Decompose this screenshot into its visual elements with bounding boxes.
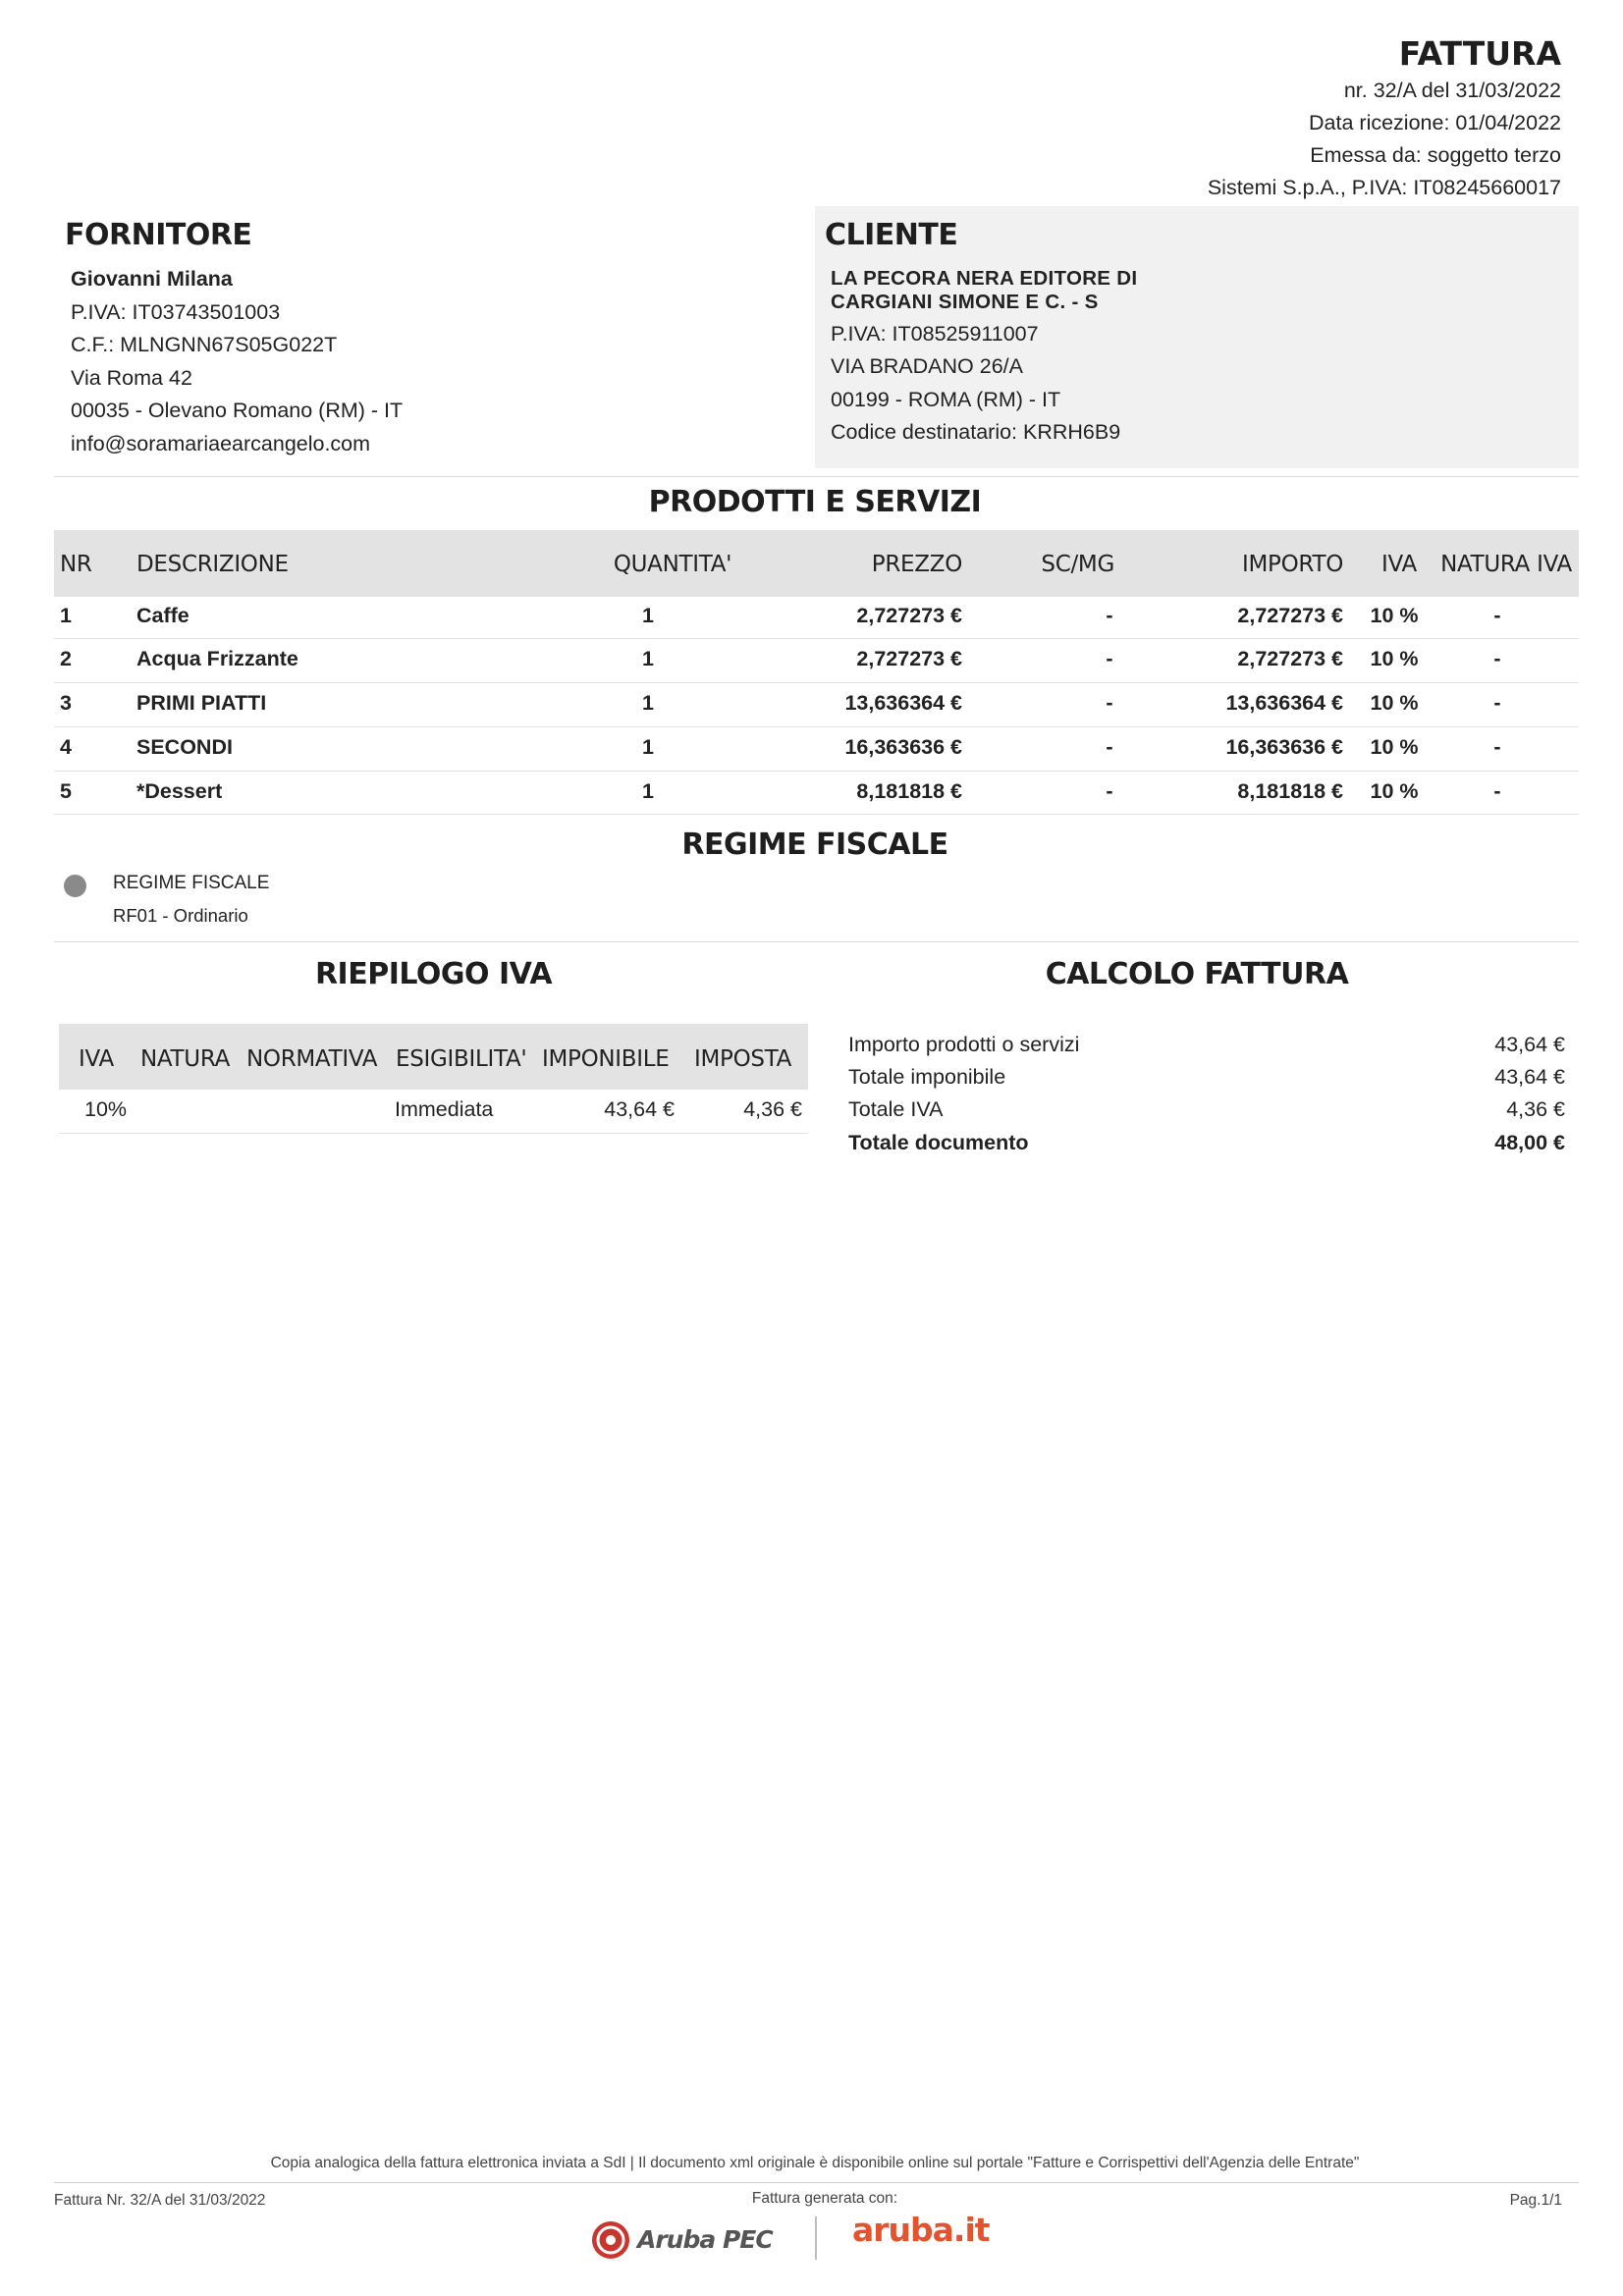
table-cell-discount: - [1106, 604, 1113, 627]
total-document-value: 48,00 € [1494, 1131, 1565, 1154]
row-divider [59, 1133, 808, 1134]
table-cell-nr: 1 [60, 604, 72, 627]
table-cell-vat-nature: - [1493, 691, 1501, 715]
table-cell-discount: - [1106, 779, 1113, 803]
table-cell-discount: - [1106, 647, 1113, 670]
col-discount: SC/MG [1041, 552, 1114, 577]
logo-separator [815, 2216, 817, 2260]
supplier-name: Giovanni Milana [71, 267, 233, 291]
table-cell-vat: 10 % [1370, 779, 1419, 803]
received-date: Data ricezione: 01/04/2022 [1309, 111, 1561, 134]
footer-divider [54, 2182, 1579, 2183]
table-cell-price: 16,363636 € [844, 735, 962, 759]
table-cell-vat: 10 % [1370, 604, 1419, 627]
totals-heading: CALCOLO FATTURA [1045, 957, 1349, 991]
client-heading: CLIENTE [825, 218, 958, 252]
table-cell-quantity: 1 [642, 691, 654, 715]
table-cell-amount: 13,636364 € [1225, 691, 1343, 715]
table-cell-nr: 2 [60, 647, 72, 670]
table-cell-vat: 10 % [1370, 735, 1419, 759]
col-amount: IMPORTO [1242, 552, 1343, 577]
col-normativa: NORMATIVA [246, 1046, 378, 1072]
vat-summary-heading: RIEPILOGO IVA [314, 957, 553, 991]
table-cell-price: 2,727273 € [856, 604, 962, 627]
supplier-street: Via Roma 42 [71, 366, 192, 390]
totals-label: Importo prodotti o servizi [848, 1033, 1080, 1056]
table-cell-description: Caffe [136, 604, 189, 627]
client-name-line2: CARGIANI SIMONE E C. - S [831, 291, 1099, 313]
divider [54, 476, 1579, 477]
col-natura: NATURA [140, 1046, 231, 1072]
table-cell-description: SECONDI [136, 735, 233, 759]
table-cell-discount: - [1106, 735, 1113, 759]
col-quantity: QUANTITA' [613, 552, 732, 577]
row-divider [54, 814, 1579, 815]
issued-by: Emessa da: soggetto terzo [1310, 143, 1561, 167]
col-esigibilita: ESIGIBILITA' [396, 1046, 527, 1072]
regime-heading: REGIME FISCALE [681, 828, 948, 862]
table-cell-discount: - [1106, 691, 1113, 715]
totals-value: 43,64 € [1494, 1033, 1565, 1056]
row-divider [54, 771, 1579, 772]
aruba-it-logo: aruba.it [852, 2211, 990, 2249]
footer-invoice-ref: Fattura Nr. 32/A del 31/03/2022 [54, 2192, 266, 2209]
table-cell-vat: 10 % [1370, 647, 1419, 670]
supplier-piva: P.IVA: IT03743501003 [71, 300, 281, 324]
footer-generated-with: Fattura generata con: [751, 2190, 898, 2207]
row-divider [54, 726, 1579, 727]
footer-notice: Copia analogica della fattura elettronica inviata a SdI | Il documento xml originale è disponibile online sul portale "Fatture e Corrispettivi dell'Agenzia delle Entrate" [270, 2155, 1360, 2171]
client-piva: P.IVA: IT08525911007 [831, 322, 1039, 346]
row-divider [54, 682, 1579, 683]
col-nr: NR [60, 552, 92, 577]
table-cell-nr: 3 [60, 691, 72, 715]
table-cell-amount: 2,727273 € [1237, 647, 1343, 670]
issuer: Sistemi S.p.A., P.IVA: IT08245660017 [1207, 176, 1561, 199]
table-cell-description: PRIMI PIATTI [136, 691, 267, 715]
col-imposta: IMPOSTA [694, 1046, 792, 1072]
client-city: 00199 - ROMA (RM) - IT [831, 388, 1061, 411]
row-divider [54, 638, 1579, 639]
totals-label: Totale IVA [848, 1097, 944, 1121]
table-cell-vat-nature: - [1493, 735, 1501, 759]
table-cell-vat-nature: - [1493, 604, 1501, 627]
col-description: DESCRIZIONE [136, 552, 289, 577]
table-cell-price: 2,727273 € [856, 647, 962, 670]
aruba-pec-text: Aruba PEC [637, 2225, 773, 2254]
client-name-line1: LA PECORA NERA EDITORE DI [831, 267, 1138, 290]
table-cell-nr: 5 [60, 779, 72, 803]
supplier-cf: C.F.: MLNGNN67S05G022T [71, 333, 338, 356]
regime-label: REGIME FISCALE [113, 873, 270, 893]
vat-cell-imponibile: 43,64 € [604, 1097, 675, 1121]
table-cell-description: Acqua Frizzante [136, 647, 298, 670]
vat-cell-esigibilita: Immediata [395, 1097, 494, 1121]
supplier-email: info@soramariaearcangelo.com [71, 432, 371, 455]
table-cell-description: *Dessert [136, 779, 223, 803]
col-vat: IVA [1381, 552, 1417, 577]
footer-page: Pag.1/1 [1509, 2192, 1562, 2209]
total-document-label: Totale documento [848, 1131, 1029, 1154]
products-heading: PRODOTTI E SERVIZI [648, 485, 982, 519]
col-iva: IVA [79, 1046, 114, 1072]
divider [54, 941, 1579, 942]
table-cell-amount: 16,363636 € [1225, 735, 1343, 759]
invoice-number: nr. 32/A del 31/03/2022 [1343, 79, 1561, 102]
client-code: Codice destinatario: KRRH6B9 [831, 420, 1121, 444]
bullet-icon [64, 875, 86, 897]
supplier-heading: FORNITORE [65, 218, 252, 252]
table-cell-amount: 8,181818 € [1237, 779, 1343, 803]
regime-value: RF01 - Ordinario [113, 905, 248, 926]
col-vat-nature: NATURA IVA [1440, 552, 1572, 577]
table-cell-amount: 2,727273 € [1237, 604, 1343, 627]
client-street: VIA BRADANO 26/A [831, 354, 1023, 378]
col-imponibile: IMPONIBILE [542, 1046, 670, 1072]
table-cell-quantity: 1 [642, 604, 654, 627]
table-cell-vat: 10 % [1370, 691, 1419, 715]
vat-cell-imposta: 4,36 € [743, 1097, 802, 1121]
table-cell-quantity: 1 [642, 779, 654, 803]
table-cell-nr: 4 [60, 735, 72, 759]
table-cell-quantity: 1 [642, 647, 654, 670]
table-cell-quantity: 1 [642, 735, 654, 759]
document-title: FATTURA [1398, 34, 1561, 73]
table-cell-vat-nature: - [1493, 647, 1501, 670]
totals-value: 4,36 € [1506, 1097, 1565, 1121]
col-price: PREZZO [871, 552, 962, 577]
table-cell-price: 13,636364 € [844, 691, 962, 715]
aruba-pec-seal-icon [590, 2219, 631, 2261]
vat-cell-iva: 10% [84, 1097, 128, 1121]
supplier-city: 00035 - Olevano Romano (RM) - IT [71, 399, 404, 422]
table-cell-price: 8,181818 € [856, 779, 962, 803]
totals-label: Totale imponibile [848, 1065, 1006, 1089]
aruba-pec-logo [590, 2219, 777, 2261]
table-cell-vat-nature: - [1493, 779, 1501, 803]
totals-value: 43,64 € [1494, 1065, 1565, 1089]
